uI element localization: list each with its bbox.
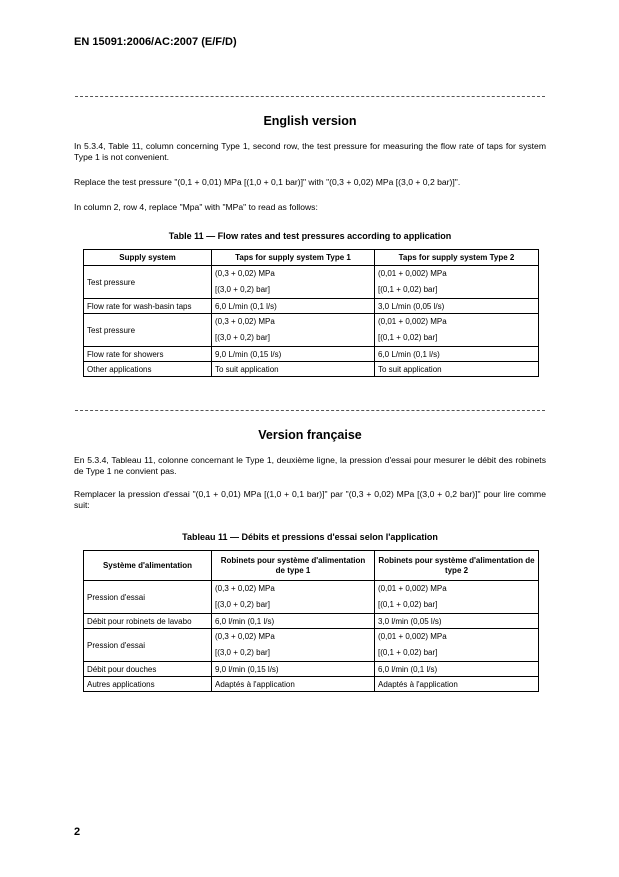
table-cell: 6,0 L/min (0,1 l/s) <box>375 347 539 362</box>
french-paragraph-1: En 5.3.4, Tableau 11, colonne concernant le Type 1, deuxième ligne, la pression d'essai pour mesurer le débit des robinets de Type 1 ne convient pas. <box>74 455 546 476</box>
cell-line: [(3,0 + 0,2) bar] <box>215 648 270 657</box>
table-cell <box>375 581 539 614</box>
table-row <box>84 314 539 347</box>
table-cell <box>212 581 375 614</box>
table-cell: To suit application <box>212 362 375 377</box>
english-table-caption: Table 11 — Flow rates and test pressures according to application <box>168 231 452 241</box>
table-cell <box>375 629 539 662</box>
table-cell: Autres applications <box>84 677 212 692</box>
table-cell: Débit pour douches <box>84 662 212 677</box>
table-cell: 3,0 L/min (0,05 l/s) <box>375 299 539 314</box>
table-row <box>84 266 539 299</box>
cell-line: (0,3 + 0,02) MPa <box>215 632 275 641</box>
section-separator <box>75 96 545 97</box>
french-table-caption: Tableau 11 — Débits et pressions d'essai selon l'application <box>182 532 438 542</box>
english-heading: English version <box>263 114 357 128</box>
table-cell: To suit application <box>375 362 539 377</box>
table-row <box>84 629 539 662</box>
column-header: Taps for supply system Type 2 <box>375 250 539 266</box>
cell-line: (0,01 + 0,002) MPa <box>378 269 447 278</box>
cell-line: (0,3 + 0,02) MPa <box>215 584 275 593</box>
french-heading: Version française <box>258 428 362 442</box>
french-table <box>83 550 539 692</box>
english-paragraph-3: In column 2, row 4, replace "Mpa" with "MPa" to read as follows: <box>74 202 318 212</box>
table-header-row <box>84 551 539 581</box>
table-row <box>84 299 539 314</box>
cell-line: [(0,1 + 0,02) bar] <box>378 285 438 294</box>
table-cell: 6,0 l/min (0,1 l/s) <box>212 614 375 629</box>
page-number: 2 <box>74 826 81 838</box>
cell-line: [(0,1 + 0,02) bar] <box>378 333 438 342</box>
cell-line: (0,3 + 0,02) MPa <box>215 317 275 326</box>
english-table <box>83 249 539 377</box>
column-header: Système d'alimentation <box>84 551 212 581</box>
cell-line: (0,01 + 0,002) MPa <box>378 317 447 326</box>
table-cell <box>375 314 539 347</box>
table-row <box>84 677 539 692</box>
column-header: Taps for supply system Type 1 <box>212 250 375 266</box>
table-cell: Flow rate for showers <box>84 347 212 362</box>
cell-line: [(3,0 + 0,2) bar] <box>215 600 270 609</box>
table-row <box>84 581 539 614</box>
table-cell: 9,0 L/min (0,15 l/s) <box>212 347 375 362</box>
table-cell: 9,0 l/min (0,15 l/s) <box>212 662 375 677</box>
table-row <box>84 362 539 377</box>
table-cell: Test pressure <box>84 266 212 299</box>
table-cell: Flow rate for wash-basin taps <box>84 299 212 314</box>
column-header: Robinets pour système d'alimentation de type 1 <box>212 551 375 581</box>
table-row <box>84 614 539 629</box>
table-cell: Other applications <box>84 362 212 377</box>
table-cell <box>212 629 375 662</box>
table-cell <box>212 266 375 299</box>
cell-line: (0,01 + 0,002) MPa <box>378 584 447 593</box>
cell-line: (0,01 + 0,002) MPa <box>378 632 447 641</box>
cell-line: [(3,0 + 0,2) bar] <box>215 285 270 294</box>
table-row <box>84 662 539 677</box>
table-cell <box>212 314 375 347</box>
column-header: Supply system <box>84 250 212 266</box>
table-header-row <box>84 250 539 266</box>
table-cell: 6,0 L/min (0,1 l/s) <box>212 299 375 314</box>
table-cell: Adaptés à l'application <box>212 677 375 692</box>
document-id: EN 15091:2006/AC:2007 (E/F/D) <box>74 36 237 48</box>
cell-line: (0,3 + 0,02) MPa <box>215 269 275 278</box>
table-cell: Pression d'essai <box>84 581 212 614</box>
cell-line: [(0,1 + 0,02) bar] <box>378 648 438 657</box>
table-cell: Test pressure <box>84 314 212 347</box>
table-cell <box>375 266 539 299</box>
table-cell: 6,0 l/min (0,1 l/s) <box>375 662 539 677</box>
section-separator <box>75 410 545 411</box>
english-paragraph-2: Replace the test pressure "(0,1 + 0,01) MPa [(1,0 + 0,1 bar)]" with "(0,3 + 0,02) MPa [(3,0 + 0,2 bar)]". <box>74 177 461 187</box>
cell-line: [(3,0 + 0,2) bar] <box>215 333 270 342</box>
english-paragraph-1: In 5.3.4, Table 11, column concerning Type 1, second row, the test pressure for measuring the flow rate of taps for system Type 1 is not convenient. <box>74 141 546 162</box>
french-paragraph-2: Remplacer la pression d'essai "(0,1 + 0,01) MPa [(1,0 + 0,1 bar)]" par "(0,3 + 0,02) MPa [(3,0 + 0,2 bar)]" pour lire comme suit: <box>74 489 546 510</box>
table-cell: Pression d'essai <box>84 629 212 662</box>
table-row <box>84 347 539 362</box>
cell-line: [(0,1 + 0,02) bar] <box>378 600 438 609</box>
table-cell: Adaptés à l'application <box>375 677 539 692</box>
column-header: Robinets pour système d'alimentation de type 2 <box>375 551 539 581</box>
table-cell: Débit pour robinets de lavabo <box>84 614 212 629</box>
table-cell: 3,0 l/min (0,05 l/s) <box>375 614 539 629</box>
